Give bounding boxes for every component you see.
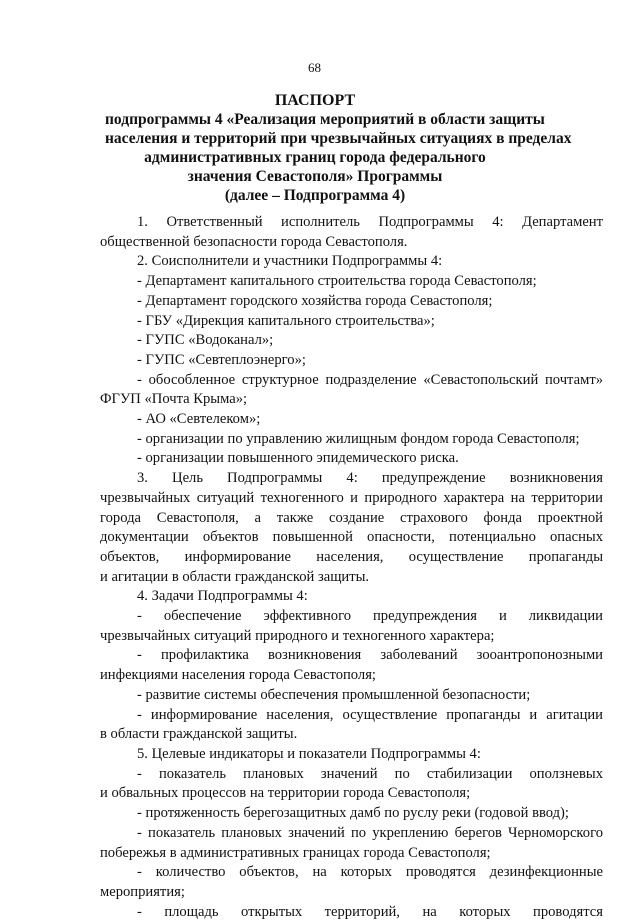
body-line: города Севастополя, а также создание страхового фонда проектной — [100, 509, 603, 526]
body-line: - обеспечение эффективного предупреждения и ликвидации — [137, 608, 603, 625]
body-line: - АО «Севтелеком»; — [137, 411, 261, 428]
body-line: - профилактика возникновения заболеваний зооантропонозными — [137, 647, 603, 664]
body-line: ФГУП «Почта Крыма»; — [100, 391, 248, 408]
body-line: - показатель плановых значений по укреплению берегов Черноморского — [137, 824, 603, 841]
body-line: объектов, информирование населения, осуществление пропаганды — [100, 548, 603, 565]
page-number: 68 — [308, 60, 321, 75]
body-line: чрезвычайных ситуаций техногенного и природного характера на территории — [100, 489, 603, 506]
body-line: 4. Задачи Подпрограммы 4: — [137, 588, 308, 605]
body-line: инфекциями населения города Севастополя; — [100, 667, 376, 684]
body-line: - Департамент капитального строительства города Севастополя; — [137, 273, 537, 290]
body-line: 3. Цель Подпрограммы 4: предупреждение возникновения — [137, 470, 603, 487]
body-line: - организации по управлению жилищным фондом города Севастополя; — [137, 430, 580, 447]
body-line: 5. Целевые индикаторы и показатели Подпрограммы 4: — [137, 745, 481, 762]
title-line: (далее – Подпрограмма 4) — [224, 187, 406, 204]
body-line: 2. Соисполнители и участники Подпрограммы 4: — [137, 253, 443, 270]
body-line: 1. Ответственный исполнитель Подпрограммы 4: Департамент — [137, 214, 603, 230]
passport-title — [105, 91, 572, 205]
body-line: - развитие системы обеспечения промышленной безопасности; — [137, 686, 531, 703]
body-line: - ГУПС «Водоканал»; — [137, 332, 274, 349]
body-line: - обособленное структурное подразделение «Севастопольский почтамт» — [137, 371, 603, 388]
body-line: - Департамент городского хозяйства города Севастополя; — [137, 292, 493, 309]
body-line: - ГУПС «Севтеплоэнерго»; — [137, 351, 306, 368]
body-line: - протяженность берегозащитных дамб по руслу реки (годовой ввод); — [137, 805, 569, 822]
body-line: - ГБУ «Дирекция капитального строительства»; — [137, 312, 435, 329]
title-line: значения Севастополя» Программы — [187, 168, 443, 185]
body-line: чрезвычайных ситуаций природного и техногенного характера; — [100, 627, 495, 644]
body-line: мероприятия; — [100, 883, 185, 900]
title-line: административных границ города федерального — [144, 149, 486, 166]
body-line: и агитации в области гражданской защиты. — [100, 568, 370, 585]
title-line: ПАСПОРТ — [274, 92, 356, 109]
title-line: подпрограммы 4 «Реализация мероприятий в области защиты — [105, 111, 545, 128]
body-line: и обвальных процессов на территории города Севастополя; — [100, 785, 471, 802]
body-line: - информирование населения, осуществление пропаганды и агитации — [137, 706, 603, 723]
body-line: - показатель плановых значений по стабилизации оползневых — [137, 765, 603, 782]
body-line: в области гражданской защиты. — [100, 726, 298, 743]
body-line: - организации повышенного эпидемического риска. — [137, 450, 459, 467]
body-line: - количество объектов, на которых проводятся дезинфекционные — [137, 864, 603, 881]
title-line: населения и территорий при чрезвычайных ситуациях в пределах — [105, 130, 572, 147]
body-line: побережья в административных границах города Севастополя; — [100, 844, 491, 861]
body-line: общественной безопасности города Севастополя. — [100, 233, 408, 250]
body-line: документации объектов повышенной опасности, потенциально опасных — [100, 529, 603, 546]
passport-body — [100, 213, 603, 922]
body-line: - площадь открытых территорий, на которых проводятся — [137, 903, 603, 920]
